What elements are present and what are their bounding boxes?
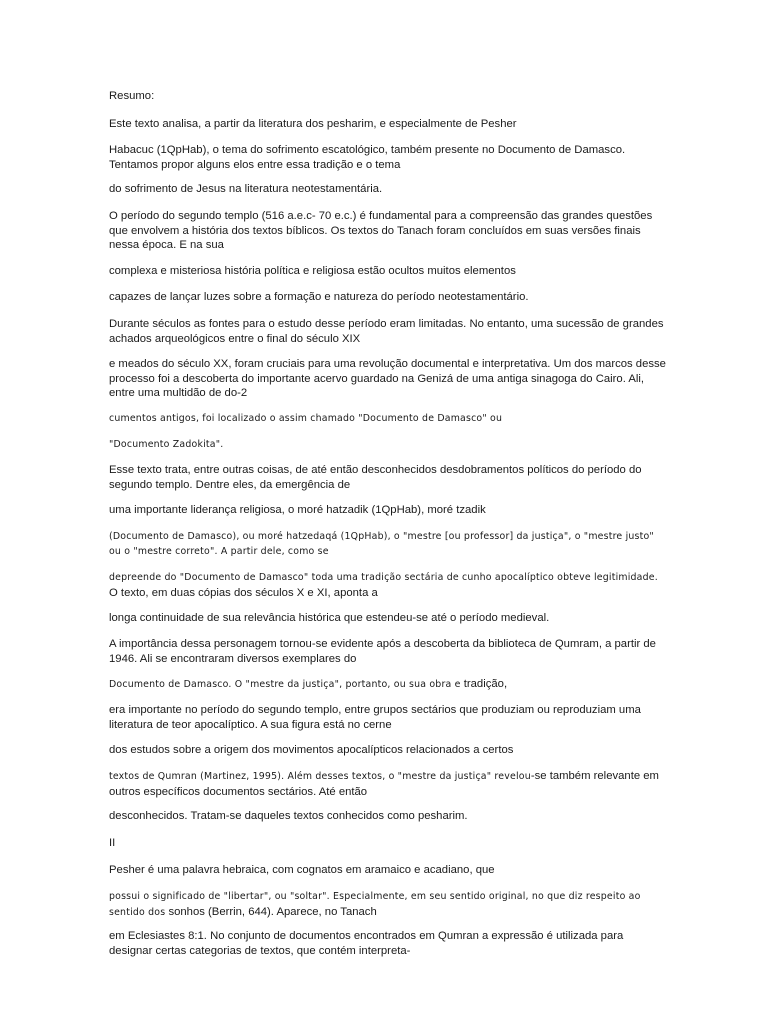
text-segment: Documento de Damasco. O "mestre da justiça", portanto, ou sua obra e [109,679,461,690]
paragraph: do sofrimento de Jesus na literatura neotestamentária. [109,183,383,195]
text-segment: sonhos (Berrin, 644). Aparece, no Tanach [168,905,377,918]
paragraph: "Documento Zadokita". [109,439,224,450]
paragraph: uma importante liderança religiosa, o moré hatzadik (1QpHab), moré tzadik [109,504,486,516]
section-number: II [109,837,116,849]
paragraph: Este texto analisa, a partir da literatura dos pesharim, e especialmente de Pesher [109,118,517,130]
text-segment: O texto, em duas cópias dos séculos X e XI, aponta a [109,586,378,599]
paragraph [109,677,669,693]
paragraph: complexa e misteriosa história política e religiosa estão ocultos muitos elementos [109,265,516,277]
paragraph: e meados do século XX, foram cruciais para uma revolução documental e interpretativa. Um dos marcos desse processo foi a descoberta do importante acervo guardado na Genizá de uma antiga sinagoga do Cairo. Ali, entre uma multidão de do-2 [109,358,666,399]
paragraph [109,769,669,799]
paragraph: longa continuidade de sua relevância histórica que estendeu-se até o período medieval. [109,612,550,624]
paragraph: era importante no período do segundo templo, entre grupos sectários que produziam ou reproduziam uma literatura de teor apocalíptico. A sua figura está no cerne [109,704,641,731]
text-segment: tradição, [460,678,508,690]
paragraph: (Documento de Damasco), ou moré hatzedaqá (1QpHab), o "mestre [ou professor] da justiça", o "mestre justo" ou o "mestre correto". A partir dele, como se [109,531,654,557]
paragraph: dos estudos sobre a origem dos movimentos apocalípticos relacionados a certos [109,744,514,756]
paragraph: Habacuc (1QpHab), o tema do sofrimento escatológico, também presente no Documento de Damasco. Tentamos propor alguns elos entre essa tradição e o tema [109,144,626,171]
paragraph [109,570,669,600]
paragraph: capazes de lançar luzes sobre a formação e natureza do período neotestamentário. [109,291,529,303]
text-segment: depreende do "Documento de Damasco" toda uma tradição sectária de cunho apocalíptico obteve legitimidade. [109,572,658,583]
paragraph [109,889,669,920]
paragraph: O período do segundo templo (516 a.e.c- 70 e.c.) é fundamental para a compreensão das grandes questões que envolvem a história dos textos bíblicos. Os textos do Tanach foram concluídos em suas versões finais nessa época. E na sua [109,210,653,251]
paragraph: Esse texto trata, entre outras coisas, de até então desconhecidos desdobramentos políticos do período do segundo templo. Dentre eles, da emergência de [109,464,642,491]
text-segment: possui o significado de "libertar", ou "soltar". Especialmente, em seu sentido original, no que diz respeito ao sentido dos [109,891,641,918]
text-segment: -se também relevante em outros específicos documentos sectários. Até então [109,770,659,798]
paragraph: desconhecidos. Tratam-se daqueles textos conhecidos como pesharim. [109,810,468,822]
paragraph: em Eclesiastes 8:1. No conjunto de documentos encontrados em Qumran a expressão é utilizada para designar certas categorias de textos, que contém interpreta- [109,930,624,957]
paragraph: cumentos antigos, foi localizado o assim chamado "Documento de Damasco" ou [109,413,503,424]
text-segment: textos de Qumran (Martinez, 1995). Além desses textos, o "mestre da justiça" revelou [109,771,531,782]
paragraph: Durante séculos as fontes para o estudo desse período eram limitadas. No entanto, uma sucessão de grandes achados arqueológicos entre o final do século XIX [109,318,664,345]
paragraph: Pesher é uma palavra hebraica, com cognatos em aramaico e acadiano, que [109,864,495,876]
paragraph: A importância dessa personagem tornou-se evidente após a descoberta da biblioteca de Qumram, a partir de 1946. Ali se encontraram diversos exemplares do [109,638,656,665]
paragraph-resumo-label: Resumo: [109,90,155,102]
